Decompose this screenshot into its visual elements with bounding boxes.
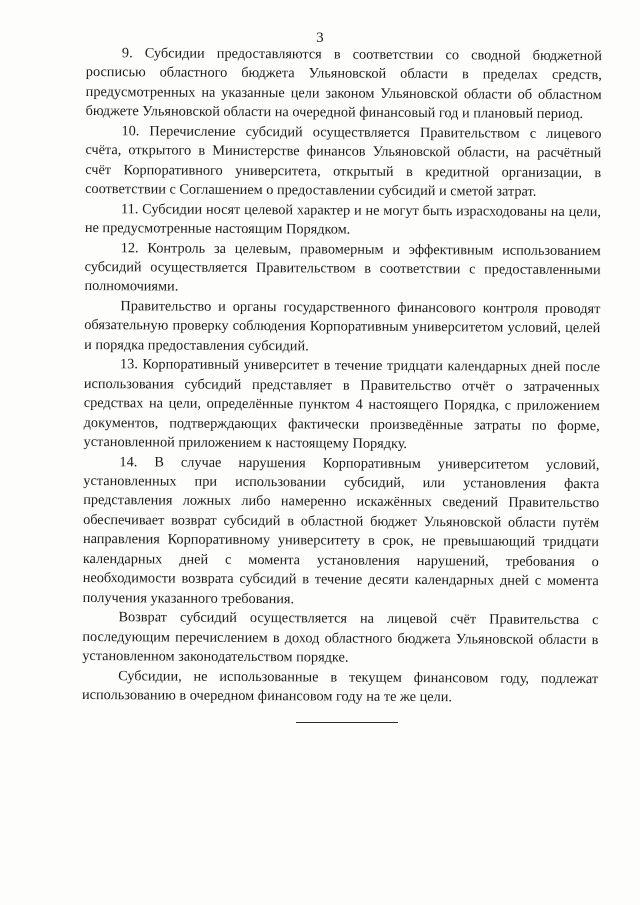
paragraph-9: 9. Субсидии предоставляются в соответствии со сводной бюджетной росписью областного бюджета Ульяновской области в пределах средств, предусмотренных на указанные цели законом Ульяновской области об областном бюджете Ульяновской области на очередной финансовый год и плановый период. (85, 45, 602, 123)
document-body (82, 44, 602, 709)
paragraph-14-refund: Возврат субсидий осуществляется на лицевой счёт Правительства с последующим перечислением в доход областного бюджета Ульяновской области в установленном законодательством порядке. (82, 609, 599, 666)
paragraph-13: 13. Корпоративный университет в течение тридцати календарных дней после использования субсидий представляет в Правительство отчёт о затраченных средствах на цели, определённые пунктом 4 настоящего Порядка, с приложением документов, подтверждающих фактически произведённые затраты по форме, установленной приложением к настоящему Порядку. (83, 356, 601, 453)
paragraph-14-unused: Субсидии, не использованные в текущем финансовом году, подлежат использованию в очередном финансовом году на те же цели. (81, 667, 599, 706)
paragraph-14: 14. В случае нарушения Корпоративным университетом условий, установленных при использовании субсидий, или установления факта представления ложных либо намеренно искажённых сведений Правительство обеспечивает возврат субсидий в областной бюджет Ульяновской области путём направления Корпоративному университету в срок, не превышающий тридцати календарных дней с момента установления нарушений, требования о необходимости возврата субсидий в течение десяти календарных дней с момента получения указанного требования. (82, 453, 600, 607)
page-number: 3 (316, 30, 324, 46)
paragraph-11: 11. Субсидии носят целевой характер и не могут быть израсходованы на цели, не предусмотренные настоящим Порядком. (84, 200, 602, 238)
paragraph-10: 10. Перечисление субсидий осуществляется Правительством с лицевого счёта, открытого в Министерстве финансов Ульяновской области, на расчётный счёт Корпоративного университета, открытый в кредитной организации, в соответствии с Соглашением о предоставлении субсидий и сметой затрат. (85, 123, 602, 200)
paragraph-12-continued: Правительство и органы государственного финансового контроля проводят обязательную проверку соблюдения Корпоративным университетом условий, целей и порядка предоставления субсидий. (84, 298, 601, 355)
paragraph-12: 12. Контроль за целевым, правомерным и эффективным использованием субсидий осуществляется Правительством в соответствии с предоставленными полномочиями. (84, 239, 601, 296)
end-of-document-rule (296, 722, 398, 723)
